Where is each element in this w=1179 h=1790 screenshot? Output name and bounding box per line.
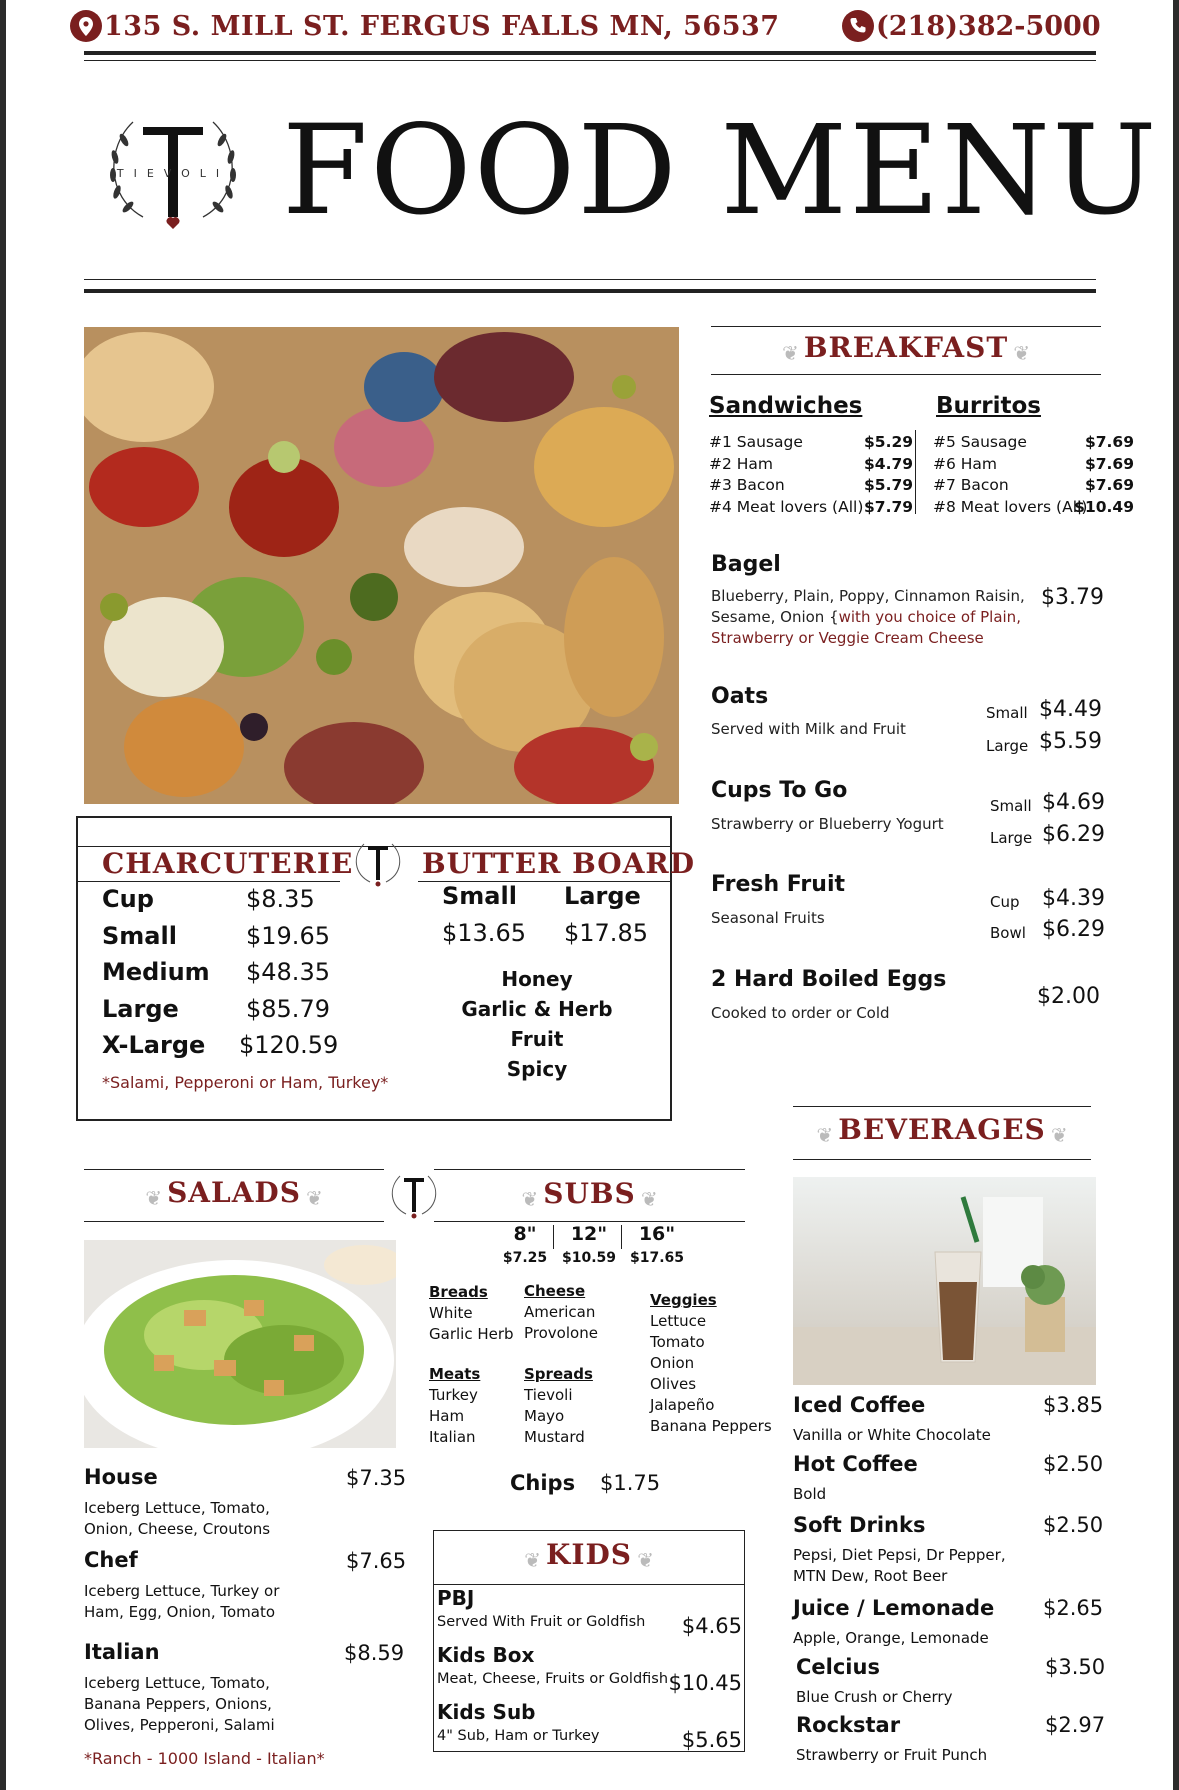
burrito-price: $7.69 [1084, 476, 1134, 494]
breakfast-header-wrap [711, 331, 1101, 365]
beverage-desc: Apple, Orange, Lemonade [793, 1629, 989, 1647]
kids-header-rule [433, 1584, 745, 1585]
salad-desc: Iceberg Lettuce, Tomato, [84, 1674, 270, 1692]
sandwich-name: #3 Bacon [709, 476, 785, 494]
cups-price-1: $4.69 [1042, 790, 1105, 815]
page-title: FOOD MENU [282, 99, 1159, 243]
charcuterie-board-photo [84, 327, 679, 804]
sandwich-name: #1 Sausage [709, 433, 803, 451]
sub-size-divider [553, 1225, 554, 1249]
charcuterie-price: $8.35 [246, 885, 315, 913]
bagel-desc: Blueberry, Plain, Poppy, Cinnamon Raisin, [711, 587, 1025, 605]
kids-item-name: Kids Sub [437, 1700, 536, 1724]
beverages-rule-bottom [793, 1159, 1091, 1160]
beverage-desc: Vanilla or White Chocolate [793, 1426, 991, 1444]
butter-flavor: Garlic & Herb [461, 997, 613, 1021]
sub-option-item: Banana Peppers [650, 1417, 772, 1435]
kids-item-desc: Meat, Cheese, Fruits or Goldfish [437, 1671, 669, 1687]
subs-rule-top [434, 1169, 745, 1170]
sprig-icon: ❦ [524, 1547, 541, 1572]
bagel-title: Bagel [711, 552, 781, 577]
sub-option-item: Italian [429, 1428, 476, 1446]
beverage-price: $2.65 [1043, 1596, 1104, 1620]
phone-text[interactable]: (218)382-5000 [876, 10, 1101, 42]
sprig-icon: ❦ [640, 1186, 658, 1211]
beverage-price: $2.97 [1045, 1713, 1106, 1737]
address-text: 135 S. MILL ST. FERGUS FALLS MN, 56537 [104, 10, 780, 42]
beverage-desc: Blue Crush or Cherry [796, 1688, 953, 1706]
fruit-title: Fresh Fruit [711, 872, 845, 897]
sub-size: 16" [638, 1223, 676, 1245]
beverage-desc: Pepsi, Diet Pepsi, Dr Pepper, [793, 1546, 1006, 1564]
salads-header-wrap [84, 1176, 384, 1210]
sandwich-price: $4.79 [864, 454, 914, 473]
kids-item-desc: Served With Fruit or Goldfish [437, 1614, 646, 1630]
sub-option-item: Tomato [650, 1333, 705, 1351]
brand-name: TIEVOLI [116, 167, 230, 180]
burrito-name: #6 Ham [933, 454, 998, 473]
bagel-price: $3.79 [1041, 585, 1104, 610]
kids-header: KIDS [546, 1538, 632, 1571]
beverages-header-wrap [793, 1113, 1091, 1147]
salad-desc: Banana Peppers, Onions, [84, 1695, 272, 1713]
salad-name: Chef [84, 1548, 138, 1572]
butter-flavor: Spicy [506, 1057, 568, 1081]
charcuterie-price: $120.59 [239, 1031, 339, 1059]
sprig-icon: ❦ [816, 1122, 834, 1147]
beverage-desc: MTN Dew, Root Beer [793, 1567, 948, 1585]
cups-title: Cups To Go [711, 778, 848, 803]
sub-size-price: $7.25 [502, 1250, 548, 1266]
charcuterie-size: Large [102, 994, 179, 1023]
cups-size-2: Large [990, 829, 1033, 847]
subs-rule-bottom [434, 1221, 745, 1222]
salad-price: $7.65 [346, 1549, 407, 1573]
oats-price-1: $4.49 [1039, 697, 1102, 722]
bagel-desc-2 [711, 608, 1021, 626]
salad-price: $7.35 [346, 1466, 407, 1490]
subs-header: SUBS [543, 1177, 636, 1210]
sandwich-price: $5.29 [864, 433, 914, 451]
fruit-desc: Seasonal Fruits [711, 909, 825, 927]
sub-option-title: Meats [429, 1365, 481, 1383]
beverage-name: Hot Coffee [793, 1452, 918, 1476]
beverage-name: Iced Coffee [793, 1393, 926, 1417]
bagel-desc-3: Strawberry or Veggie Cream Cheese [711, 629, 984, 647]
sub-size: 12" [570, 1223, 608, 1245]
cups-size-1: Small [990, 797, 1032, 815]
salads-rule-top [84, 1169, 384, 1170]
charcuterie-size: Cup [102, 885, 154, 913]
sprig-icon: ❦ [521, 1186, 539, 1211]
beverage-price: $2.50 [1043, 1452, 1104, 1476]
beverage-name: Rockstar [796, 1713, 901, 1737]
fruit-size-2: Bowl [990, 924, 1026, 942]
sub-option-item: Lettuce [650, 1312, 707, 1330]
burrito-price: $7.69 [1084, 433, 1134, 451]
charcuterie-header: CHARCUTERIE [102, 847, 354, 880]
beverage-name: Soft Drinks [793, 1513, 926, 1537]
bagel-desc-2-plain: Sesame, Onion { [711, 608, 839, 626]
beverage-price: $3.50 [1045, 1655, 1106, 1679]
salad-desc: Iceberg Lettuce, Tomato, [84, 1499, 270, 1517]
top-rule-thin [84, 60, 1096, 61]
beverage-desc: Bold [793, 1485, 827, 1503]
burrito-name: #7 Bacon [933, 476, 1009, 494]
sub-option-title: Cheese [524, 1282, 586, 1300]
menu-page [6, 0, 1173, 1790]
salad-desc: Ham, Egg, Onion, Tomato [84, 1603, 276, 1621]
sub-option-item: Ham [429, 1407, 465, 1425]
eggs-price: $2.00 [1037, 984, 1100, 1009]
salad-desc: Olives, Pepperoni, Salami [84, 1716, 275, 1734]
beverages-rule-top [793, 1106, 1091, 1107]
butter-large-price: $17.85 [564, 919, 648, 947]
burrito-price: $7.69 [1084, 454, 1134, 473]
sandwich-name: #4 Meat lovers (All) [709, 497, 864, 516]
salads-rule-bottom [84, 1221, 384, 1222]
sub-option-item: White [429, 1304, 473, 1322]
breakfast-rule-bottom [711, 374, 1101, 375]
address-line [70, 8, 780, 44]
sub-option-item: Onion [650, 1354, 695, 1372]
sprig-icon: ❦ [781, 340, 799, 365]
kids-item-price: $10.45 [668, 1671, 742, 1695]
sandwich-burrito-divider [915, 430, 916, 514]
eggs-title: 2 Hard Boiled Eggs [711, 967, 947, 992]
kids-item-desc: 4" Sub, Ham or Turkey [437, 1728, 600, 1744]
butter-board-header: BUTTER BOARD [422, 847, 695, 880]
sub-size-price: $10.59 [561, 1250, 617, 1266]
cups-desc: Strawberry or Blueberry Yogurt [711, 815, 944, 833]
charcuterie-price: $19.65 [246, 921, 330, 950]
butter-flavor: Honey [501, 967, 573, 991]
sub-option-item: Provolone [524, 1324, 598, 1342]
salad-name: House [84, 1465, 158, 1489]
kids-item-price: $5.65 [681, 1728, 742, 1752]
fruit-size-1: Cup [990, 893, 1020, 911]
phone-line [842, 8, 1101, 44]
beverages-header: BEVERAGES [838, 1113, 1046, 1146]
sprig-icon: ❦ [1013, 340, 1031, 365]
phone-icon [842, 10, 874, 42]
sub-option-item: Turkey [429, 1386, 478, 1404]
butter-small-price: $13.65 [442, 919, 526, 947]
burrito-name: #5 Sausage [933, 433, 1027, 451]
cups-price-2: $6.29 [1042, 822, 1105, 847]
iced-coffee-photo [793, 1177, 1096, 1385]
salad-dressing-note: *Ranch - 1000 Island - Italian* [84, 1749, 325, 1768]
sandwich-name: #2 Ham [709, 454, 774, 473]
sub-option-title: Veggies [650, 1291, 717, 1309]
sub-size-divider [621, 1225, 622, 1249]
charcuterie-price: $85.79 [246, 994, 330, 1023]
sprig-icon: ❦ [306, 1185, 323, 1210]
charcuterie-size: X-Large [102, 1031, 206, 1059]
burritos-title: Burritos [936, 393, 1041, 419]
salads-header: SALADS [167, 1176, 301, 1209]
beverage-price: $2.50 [1043, 1513, 1104, 1537]
beverage-name: Celcius [796, 1655, 880, 1679]
salad-price: $8.59 [344, 1641, 405, 1665]
sandwiches-title: Sandwiches [709, 393, 863, 419]
charcuterie-price: $48.35 [246, 958, 330, 986]
sub-option-title: Spreads [524, 1365, 593, 1383]
eggs-desc: Cooked to order or Cold [711, 1004, 890, 1022]
sandwich-price: $7.79 [864, 497, 914, 516]
beverage-name: Juice / Lemonade [793, 1596, 995, 1620]
sub-size-price: $17.65 [629, 1250, 685, 1266]
sub-option-item: Mustard [524, 1428, 585, 1446]
beverage-price: $3.85 [1043, 1393, 1104, 1417]
kids-header-wrap [433, 1538, 745, 1572]
butter-large-label: Large [564, 882, 641, 910]
sub-option-title: Breads [429, 1283, 488, 1301]
charcuterie-size: Small [102, 921, 177, 950]
title-rule-thin [84, 279, 1096, 280]
beverage-desc: Strawberry or Fruit Punch [796, 1746, 988, 1764]
small-logo-icon [346, 838, 410, 888]
breakfast-rule-top [711, 326, 1101, 327]
kids-item-name: PBJ [437, 1586, 475, 1610]
fruit-price-2: $6.29 [1042, 917, 1105, 942]
sandwich-price: $5.79 [864, 476, 914, 494]
sprig-icon: ❦ [637, 1547, 654, 1572]
breakfast-header: BREAKFAST [803, 331, 1009, 364]
fruit-price-1: $4.39 [1042, 886, 1105, 911]
kids-item-name: Kids Box [437, 1643, 535, 1667]
sub-option-item: Olives [650, 1375, 697, 1393]
chips-label: Chips [510, 1471, 576, 1495]
kids-item-price: $4.65 [681, 1614, 742, 1638]
butter-small-label: Small [442, 882, 517, 910]
oats-title: Oats [711, 684, 769, 709]
sub-option-item: American [524, 1303, 596, 1321]
burrito-price: $10.49 [1074, 497, 1134, 516]
oats-price-2: $5.59 [1039, 729, 1102, 754]
salad-desc: Iceberg Lettuce, Turkey or [84, 1582, 280, 1600]
sub-size: 8" [513, 1223, 537, 1245]
sub-option-item: Mayo [524, 1407, 565, 1425]
title-rule-thick [84, 289, 1096, 293]
sub-option-item: Jalapeño [650, 1396, 715, 1414]
subs-header-wrap [434, 1177, 745, 1211]
sprig-icon: ❦ [1050, 1122, 1068, 1147]
charcuterie-note: *Salami, Pepperoni or Ham, Turkey* [102, 1073, 389, 1092]
brand-logo [88, 112, 258, 237]
salad-photo [84, 1240, 396, 1448]
oats-size-1: Small [986, 704, 1028, 722]
sub-option-item: Tievoli [524, 1386, 573, 1404]
bagel-desc-2-accent: with you choice of Plain, [838, 608, 1021, 626]
burrito-name: #8 Meat lovers (All) [933, 497, 1088, 516]
salad-name: Italian [84, 1640, 160, 1664]
butter-flavor: Fruit [510, 1027, 564, 1051]
charcuterie-size: Medium [102, 958, 210, 986]
location-pin-icon [70, 10, 102, 42]
sprig-icon: ❦ [145, 1185, 162, 1210]
chips-price: $1.75 [600, 1471, 661, 1495]
sub-option-item: Garlic Herb [429, 1325, 514, 1343]
salad-desc: Onion, Cheese, Croutons [84, 1520, 271, 1538]
top-rule-thick [84, 51, 1096, 55]
oats-desc: Served with Milk and Fruit [711, 720, 906, 738]
oats-size-2: Large [986, 737, 1029, 755]
